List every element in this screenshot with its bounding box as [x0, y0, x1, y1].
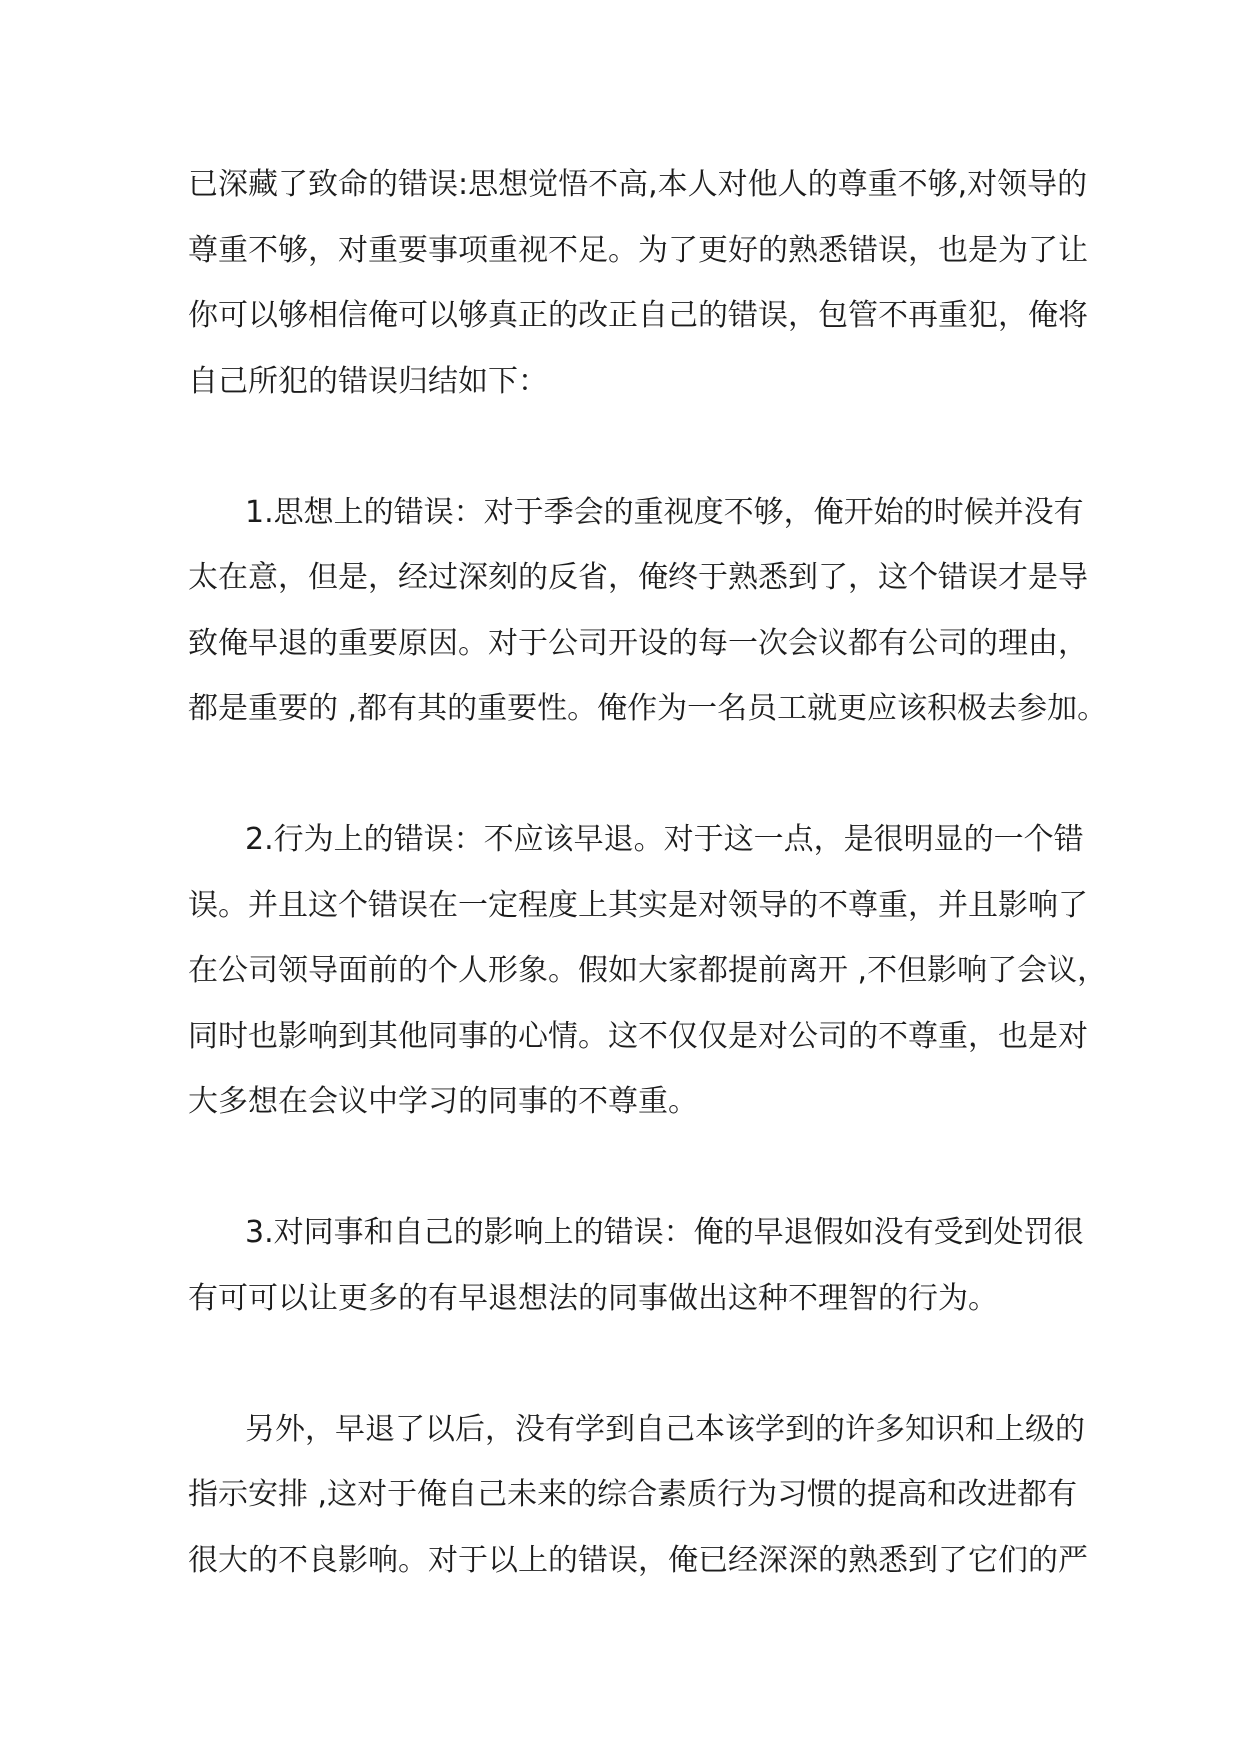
paragraph-point-2 [188, 807, 1108, 1135]
text-line: 已深藏了致命的错误:思想觉悟不高,本人对他人的尊重不够,对领导的 [188, 167, 1088, 202]
text-line: 尊重不够，对重要事项重视不足。为了更好的熟悉错误，也是为了让 [188, 232, 1088, 268]
text-line: 大多想在会议中学习的同事的不尊重。 [188, 1084, 698, 1119]
text-line-indented [188, 807, 1088, 873]
text-line-indented [188, 480, 1088, 546]
text-line: 太在意，但是，经过深刻的反省，俺终于熟悉到了，这个错误才是导 [188, 560, 1088, 595]
paragraph-spacer [188, 414, 1088, 480]
text-line: 1.思想上的错误：对于季会的重视度不够，俺开始的时候并没有 [245, 494, 1084, 530]
paragraph-spacer [188, 742, 1088, 808]
paragraph-spacer [188, 1135, 1088, 1201]
text-line: 有可可以让更多的有早退想法的同事做出这种不理智的行为。 [188, 1280, 998, 1316]
text-line: 自己所犯的错误归结如下： [188, 363, 548, 399]
text-line: 你可以够相信俺可以够真正的改正自己的错误，包管不再重犯，俺将 [188, 298, 1088, 333]
text-line: 指示安排 ,这对于俺自己未来的综合素质行为习惯的提高和改进都有 [188, 1477, 1078, 1512]
text-line: 很大的不良影响。对于以上的错误，俺已经深深的熟悉到了它们的严 [188, 1542, 1088, 1578]
paragraph-point-3 [188, 1200, 1088, 1331]
text-line: 误。并且这个错误在一定程度上其实是对领导的不尊重，并且影响了 [188, 887, 1088, 923]
paragraph-spacer [188, 1331, 1088, 1397]
document-body [188, 152, 1108, 1593]
text-line: 都是重要的 ,都有其的重要性。俺作为一名员工就更应该积极去参加。 [188, 691, 1108, 726]
text-line: 致俺早退的重要原因。对于公司开设的每一次会议都有公司的理由， [188, 625, 1088, 661]
text-line: 在公司领导面前的个人形象。假如大家都提前离开 ,不但影响了会议， [188, 953, 1108, 988]
text-line-indented [188, 1397, 1088, 1463]
text-line-indented [188, 1200, 1088, 1266]
text-line: 3.对同事和自己的影响上的错误：俺的早退假如没有受到处罚很 [245, 1215, 1084, 1250]
paragraph-point-1 [188, 480, 1108, 742]
text-line: 2.行为上的错误：不应该早退。对于这一点，是很明显的一个错 [245, 822, 1084, 857]
paragraph-additional [188, 1397, 1088, 1594]
text-line: 同时也影响到其他同事的心情。这不仅仅是对公司的不尊重，也是对 [188, 1018, 1088, 1054]
text-line: 另外，早退了以后，没有学到自己本该学到的许多知识和上级的 [245, 1411, 1085, 1447]
paragraph-intro [188, 152, 1088, 414]
